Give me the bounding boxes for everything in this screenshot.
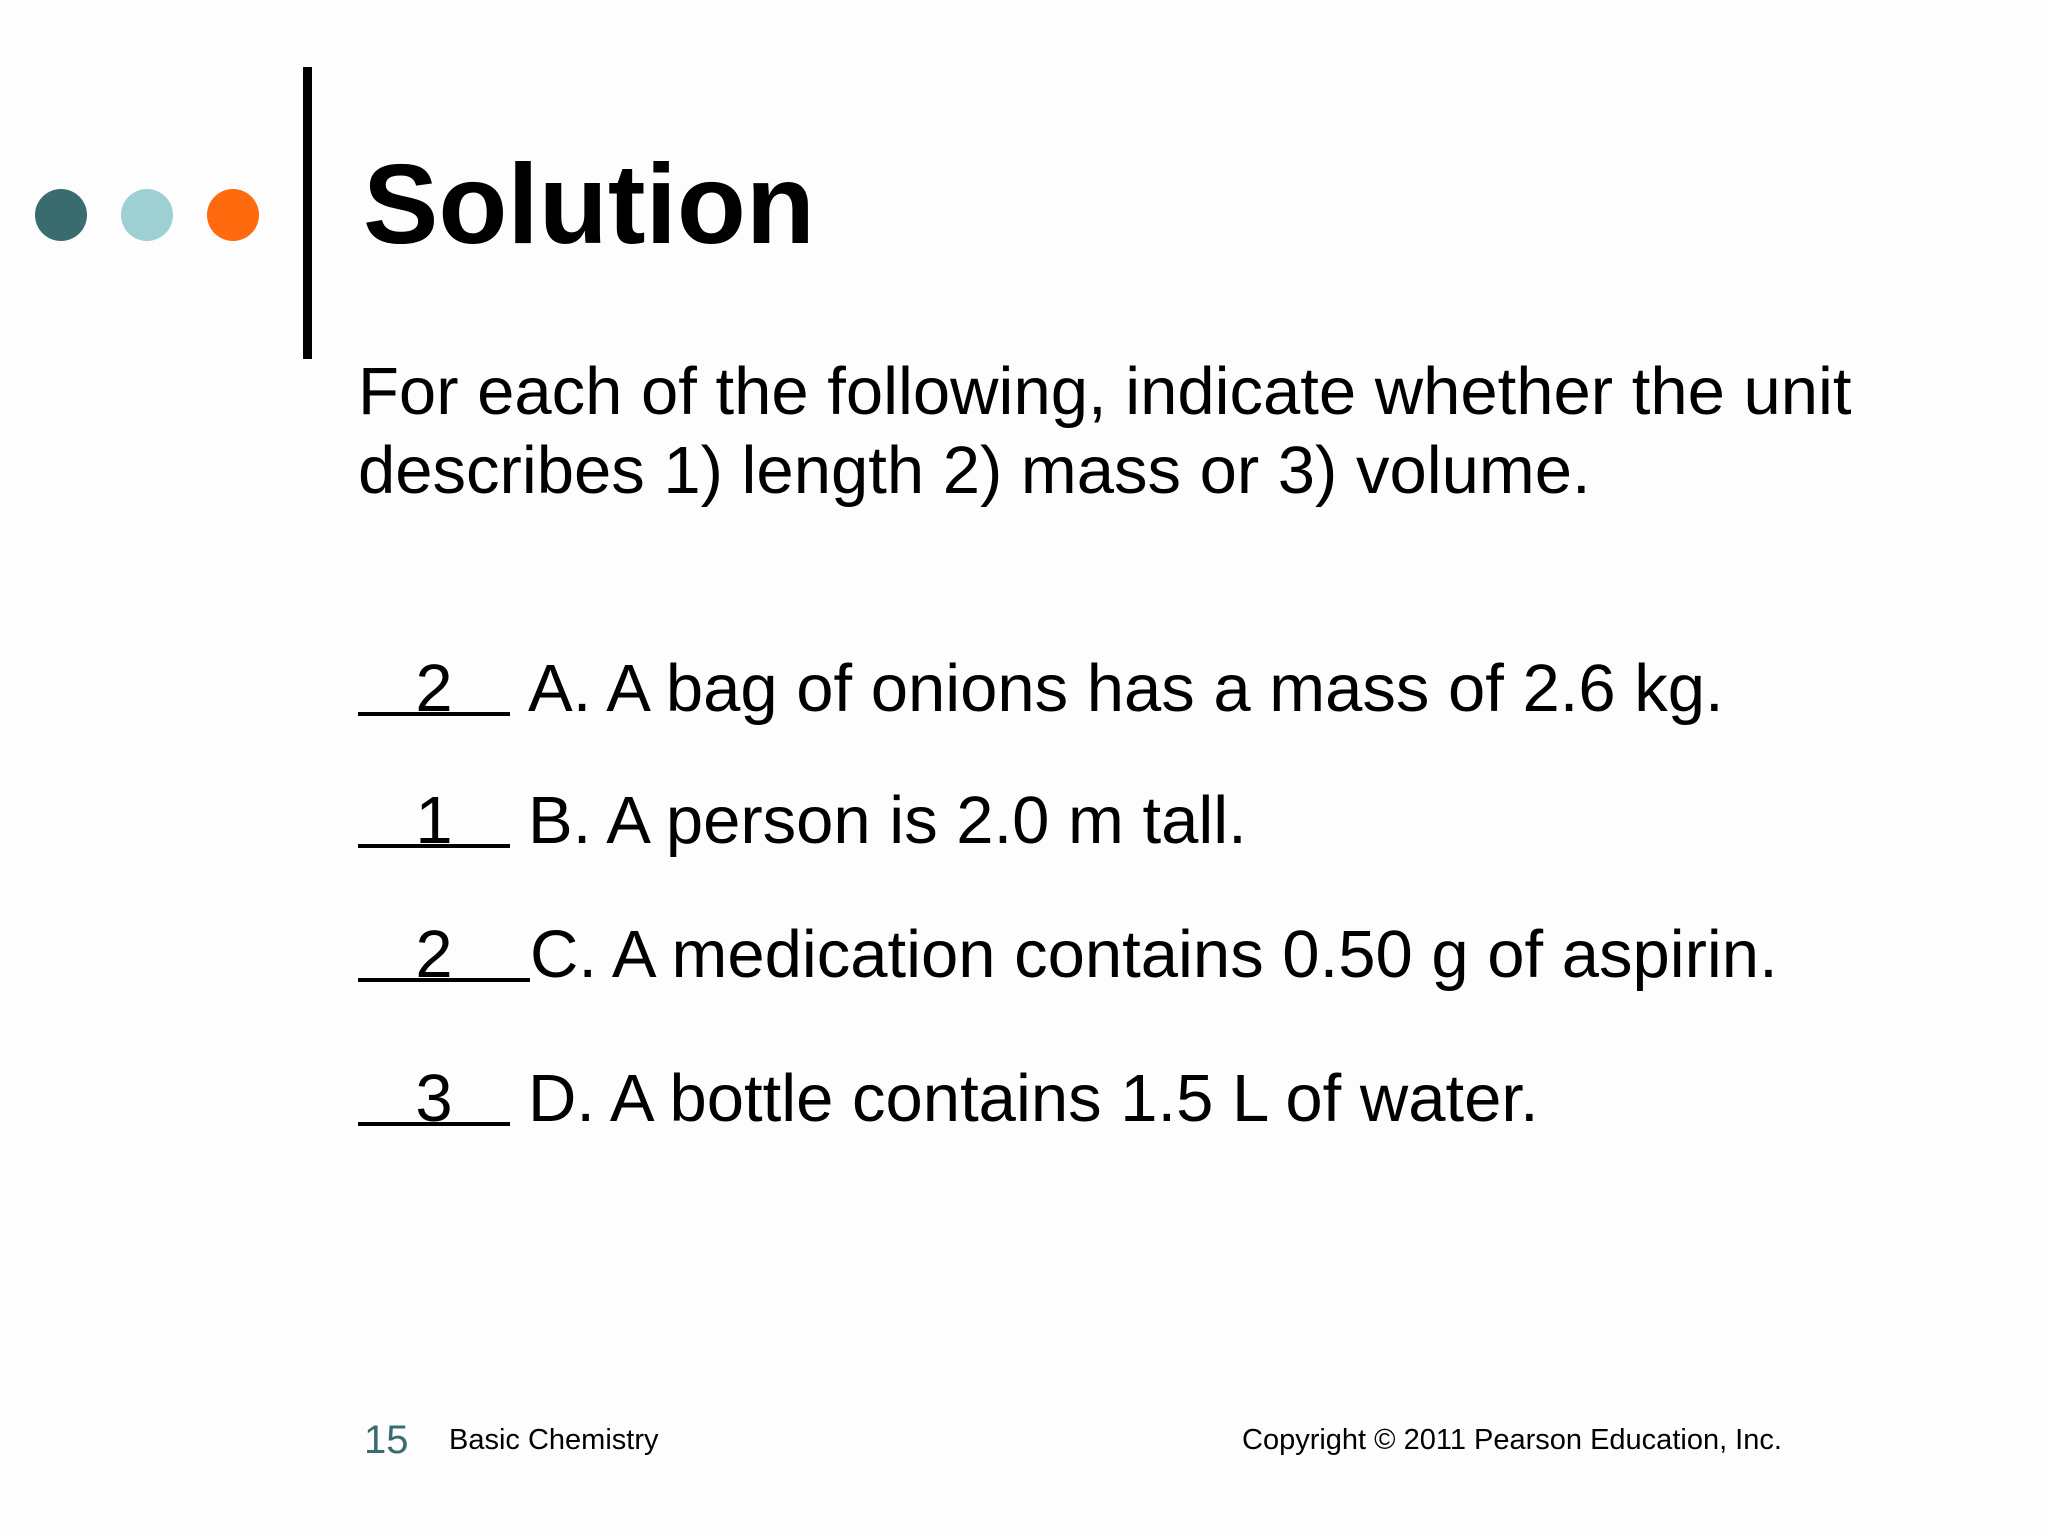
title-divider (303, 67, 312, 359)
answer-value: 2 (415, 651, 453, 726)
dark-teal-dot-icon (35, 189, 87, 241)
answer-blank (358, 644, 510, 726)
instructions-line: For each of the following, indicate whether the unit (358, 354, 1852, 429)
answer-value: 1 (415, 783, 453, 858)
book-title: Basic Chemistry (449, 1424, 659, 1456)
answer-blank (358, 776, 510, 858)
answer-value: 2 (415, 917, 453, 992)
light-teal-dot-icon (121, 189, 173, 241)
answer-blank (358, 910, 530, 992)
answer-value: 3 (415, 1061, 453, 1136)
question-text: A. A bag of onions has a mass of 2.6 kg. (528, 651, 1724, 726)
question-text: B. A person is 2.0 m tall. (528, 783, 1247, 858)
page-number: 15 (364, 1418, 409, 1462)
orange-dot-icon (207, 189, 259, 241)
question-text: D. A bottle contains 1.5 L of water. (528, 1061, 1539, 1136)
instructions-line: describes 1) length 2) mass or 3) volume. (358, 433, 1591, 508)
copyright-notice: Copyright © 2011 Pearson Education, Inc. (1242, 1424, 1782, 1456)
slide-title: Solution (363, 141, 815, 267)
answer-blank (358, 1054, 510, 1136)
instructions (358, 352, 1958, 510)
question-text: C. A medication contains 0.50 g of aspirin. (530, 917, 1778, 992)
